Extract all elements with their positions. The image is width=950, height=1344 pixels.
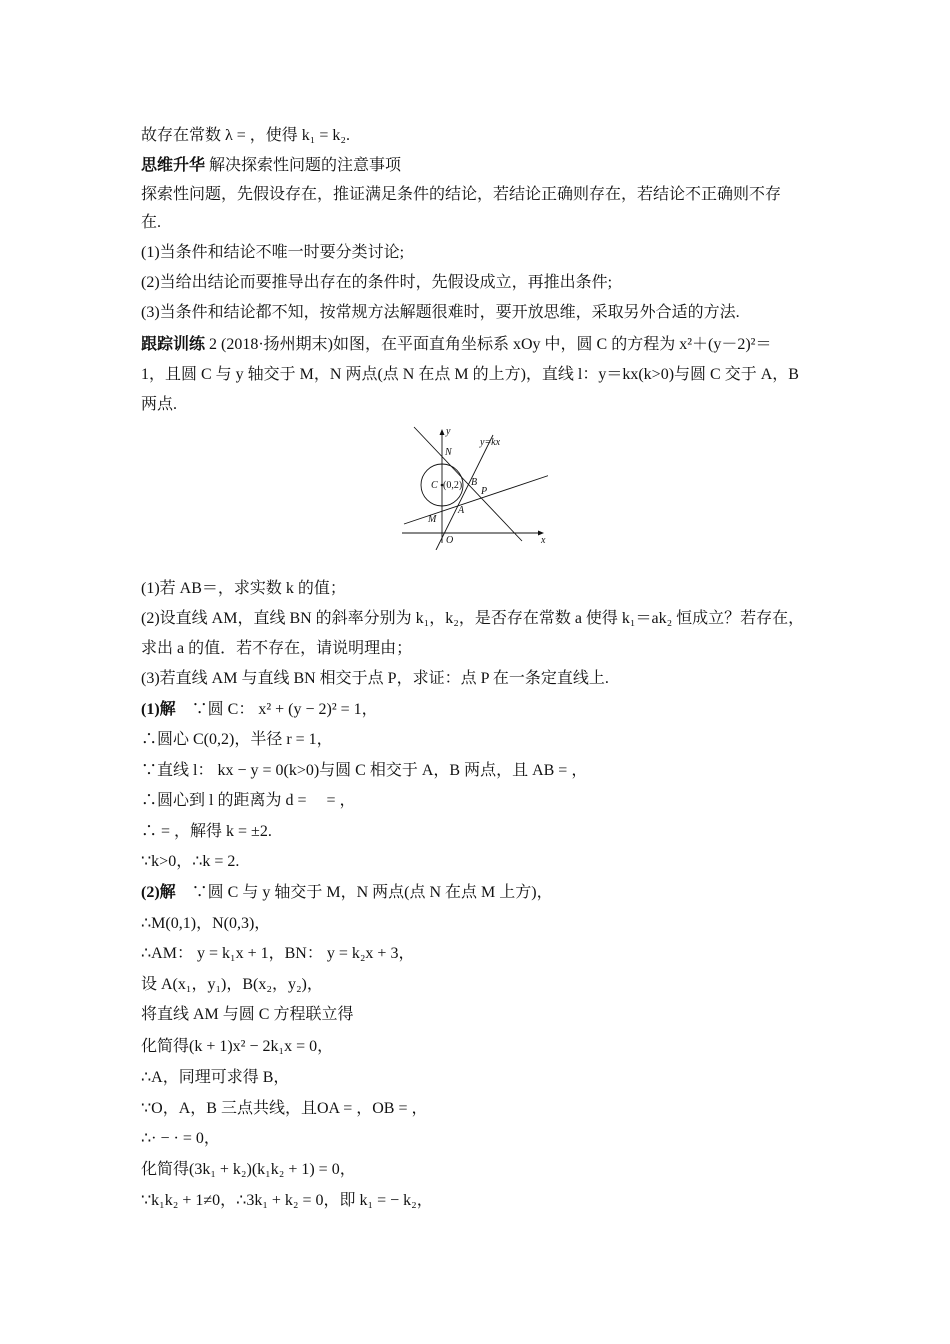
summary-point-1: (1)当条件和结论不唯一时要分类讨论;	[141, 244, 405, 261]
solution-1-text: ∵圆 C： x² + (y − 2)² = 1，	[191, 701, 378, 718]
conclusion-line: 故存在常数 λ = ，使得 k₁ = k₂.	[141, 127, 350, 144]
center-coord-label: (0,2)	[443, 480, 463, 491]
point-b-label: B	[471, 477, 478, 488]
solution-2-line-4: 设 A(x₁，y₁)，B(x₂，y₂)，	[141, 976, 323, 993]
point-m-label: M	[428, 514, 437, 525]
summary-point-3: (3)当条件和结论都不知，按常规方法解题很难时，要开放思维，采取另外合适的方法.	[141, 304, 740, 321]
summary-point-2: (2)当给出结论而要推导出存在的条件时，先假设成立，再推出条件;	[141, 274, 613, 291]
training-problem-line-1	[141, 334, 821, 356]
solution-2-line-5: 将直线 AM 与圆 C 方程联立得	[141, 1006, 354, 1023]
point-p-label: P	[481, 486, 488, 497]
question-2-line-1: (2)设直线 AM，直线 BN 的斜率分别为 k₁，k₂，是否存在常数 a 使得 k₁＝ak₂ 恒成立？若存在，	[141, 610, 805, 627]
solution-1-line-5: ∴ = ，解得 k = ±2.	[141, 823, 272, 840]
training-problem-line-2: 1，且圆 C 与 y 轴交于 M，N 两点(点 N 在点 M 的上方)，直线 l：y＝kx(k>0)与圆 C 交于 A，B	[141, 366, 799, 383]
question-2-line-2: 求出 a 的值．若不存在，请说明理由；	[141, 640, 413, 657]
solution-2-line-1	[141, 882, 821, 904]
coordinate-figure	[398, 425, 548, 550]
solution-1-line-2: ∴圆心 C(0,2)，半径 r = 1，	[141, 731, 333, 748]
line-label: y=kx	[480, 437, 501, 448]
question-3: (3)若直线 AM 与直线 BN 相交于点 P，求证：点 P 在一条定直线上.	[141, 670, 609, 687]
solution-2-text: ∵圆 C 与 y 轴交于 M，N 两点(点 N 在点 M 上方)，	[191, 884, 553, 901]
solution-2-line-7: ∴A，同理可求得 B，	[141, 1069, 290, 1086]
training-label: 跟踪训练	[141, 336, 206, 353]
origin-label: O	[446, 535, 454, 546]
training-statement: 2 (2018·扬州期末)如图，在平面直角坐标系 xOy 中，圆 C 的方程为 x²＋(y－2)²＝	[209, 336, 772, 353]
summary-title: 解决探索性问题的注意事项	[209, 157, 402, 174]
x-axis-label: x	[541, 535, 546, 546]
solution-2-line-3: ∴AM： y = k₁x + 1，BN： y = k₂x + 3，	[141, 945, 415, 962]
solution-2-label: (2)解	[141, 884, 176, 901]
y-axis-label: y	[446, 426, 451, 437]
solution-2-line-8: ∵O，A，B 三点共线，且OA = ，OB = ，	[141, 1100, 428, 1117]
y-axis-arrow	[440, 429, 445, 435]
solution-1-line-1	[141, 699, 821, 721]
summary-label: 思维升华	[141, 157, 206, 174]
solution-1-line-4: ∴圆心到 l 的距离为 d = = ，	[141, 792, 356, 809]
solution-1-line-3: ∵直线 l： kx − y = 0(k>0)与圆 C 相交于 A，B 两点，且 AB = ，	[141, 762, 588, 779]
solution-2-line-9: ∴· − · = 0，	[141, 1130, 220, 1147]
summary-heading	[141, 155, 821, 177]
summary-text-line-2: 在.	[141, 214, 162, 231]
solution-2-line-11: ∵k₁k₂ + 1≠0，∴3k₁ + k₂ = 0，即 k₁ = − k₂，	[141, 1192, 433, 1209]
point-n-label: N	[445, 447, 452, 458]
summary-text-line-1: 探索性问题，先假设存在，推证满足条件的结论，若结论正确则存在，若结论不正确则不存	[141, 186, 782, 203]
solution-1-line-6: ∵k>0，∴k = 2.	[141, 853, 240, 870]
solution-2-line-6: 化简得(k + 1)x² − 2k₁x = 0，	[141, 1038, 334, 1055]
training-problem-line-3: 两点.	[141, 396, 178, 413]
solution-1-label: (1)解	[141, 701, 176, 718]
center-c-label: C	[431, 480, 438, 491]
solution-2-line-2: ∴M(0,1)，N(0,3)，	[141, 915, 271, 932]
question-1: (1)若 AB＝，求实数 k 的值；	[141, 580, 346, 597]
point-a-label: A	[458, 505, 465, 516]
solution-2-line-10: 化简得(3k₁ + k₂)(k₁k₂ + 1) = 0，	[141, 1161, 356, 1178]
